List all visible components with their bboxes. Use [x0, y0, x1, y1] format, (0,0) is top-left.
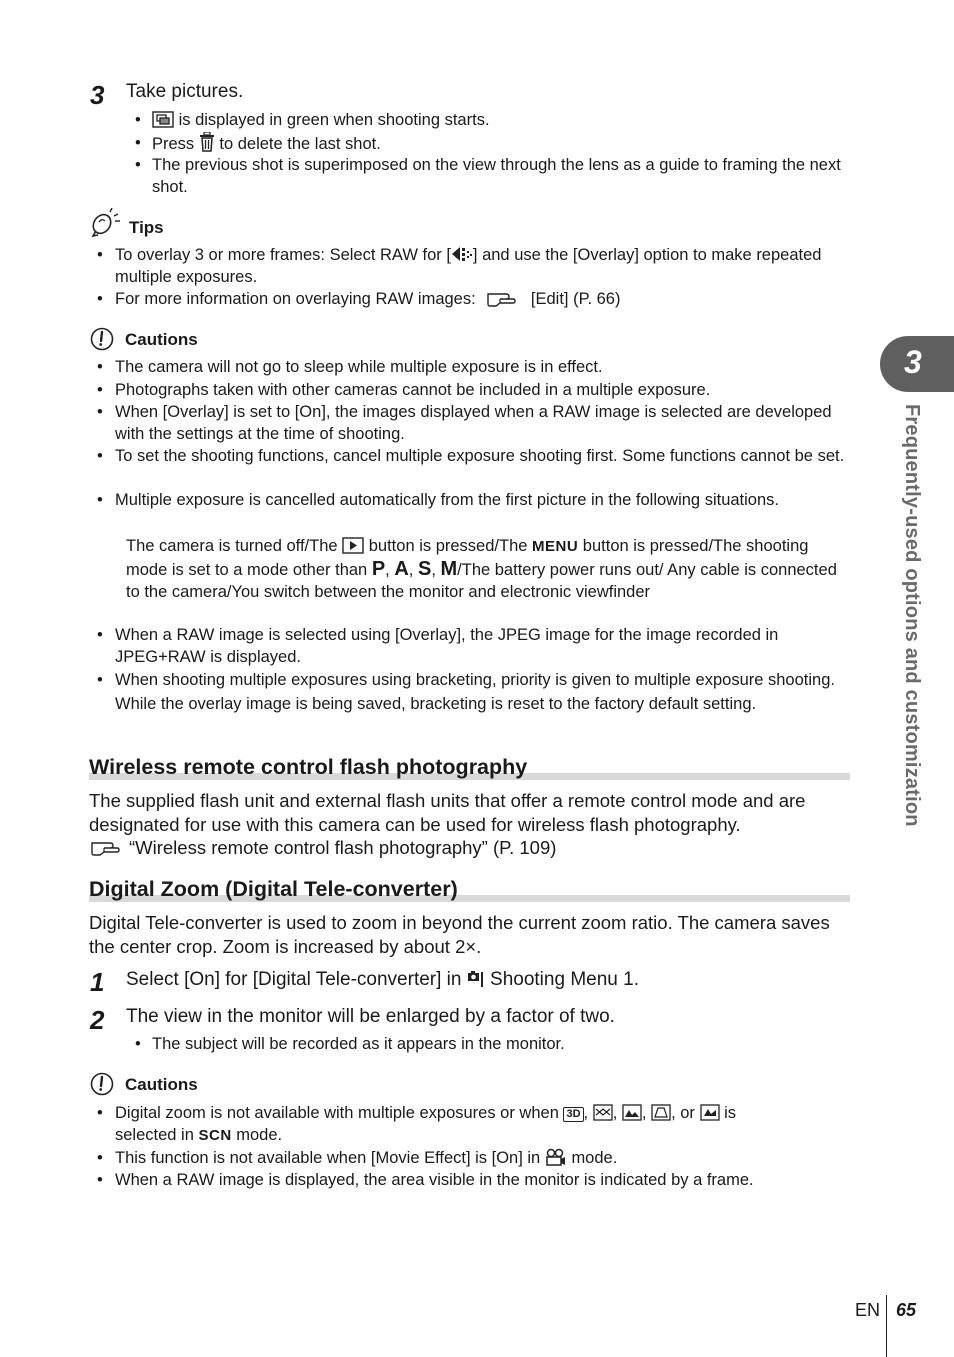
chapter-tab: 3	[880, 336, 954, 392]
overlay-icon	[152, 111, 174, 128]
cautions-heading: Cautions	[125, 1075, 198, 1094]
caution-icon	[90, 1072, 114, 1096]
language-label: EN	[855, 1300, 881, 1320]
list-item: • Digital zoom is not available with multiple exposures or when 3D , , , , or is selected in SCN mode.	[97, 1104, 737, 1144]
list-item: • When a RAW image is selected using [Overlay], the JPEG image for the image recorded in JPEG+RAW is displayed.	[97, 626, 779, 666]
section-heading-digital-zoom: Digital Zoom (Digital Tele-converter)	[89, 877, 850, 902]
playback-button-icon	[342, 537, 364, 554]
chapter-title: Frequently-used options and customization	[901, 404, 923, 827]
step-number: 1	[90, 967, 105, 997]
step-number: 2	[90, 1005, 105, 1035]
tips-icon	[90, 208, 122, 238]
list-item: • For more information on overlaying RAW images: [Edit] (P. 66)	[97, 290, 621, 308]
list-item: • To overlay 3 or more frames: Select RAW for [ ] and use the [Overlay] option to make repeated multiple exposures.	[97, 246, 822, 286]
list-item: • The subject will be recorded as it appears in the monitor.	[135, 1035, 565, 1053]
panorama-icon	[593, 1104, 613, 1121]
step-text: Select [On] for [Digital Tele-converter] in Shooting Menu 1.	[126, 969, 639, 990]
mode-a-icon: A	[394, 558, 409, 580]
reference-hand-icon	[89, 838, 125, 856]
mode-m-icon: M	[440, 558, 458, 580]
list-item: • Photographs taken with other cameras cannot be included in a multiple exposure.	[97, 381, 711, 399]
step-text: The view in the monitor will be enlarged by a factor of two.	[126, 1006, 615, 1027]
list-item: • To set the shooting functions, cancel multiple exposure shooting first. Some functions cannot be set.	[97, 447, 845, 465]
zoom-body: Digital Tele-converter is used to zoom in beyond the current zoom ratio. The camera saves the center crop. Zoom is increased by about 2×.	[89, 912, 830, 957]
list-item: • This function is not available when [Movie Effect] is [On] in mode.	[97, 1149, 618, 1167]
multi-exposure-scene-icon	[622, 1104, 642, 1121]
3d-photo-icon: 3D	[563, 1107, 583, 1122]
image-quality-icon	[451, 246, 473, 262]
list-item: • The previous shot is superimposed on the view through the lens as a guide to framing the next shot.	[135, 156, 841, 196]
list-item: • Multiple exposure is cancelled automatically from the first picture in the following situations.	[97, 491, 779, 509]
wireless-body: The supplied flash unit and external flash units that offer a remote control mode and are designated for use with this camera can be used for wireless flash photography. “Wireless remote control flash photography” (P. 109)	[89, 790, 806, 858]
cancel-situations: The camera is turned off/The button is pressed/The MENU button is pressed/The shooting mode is set to a mode other than P, A, S, M/The battery power runs out/ Any cable is connected to the camera/You switch between the monitor and electronic viewfinder	[126, 537, 837, 601]
reference-hand-icon	[486, 289, 520, 307]
mode-p-icon: P	[371, 558, 386, 580]
list-item: • Press to delete the last shot.	[135, 134, 381, 153]
caution-icon	[90, 327, 114, 351]
step-title: Take pictures.	[126, 81, 244, 102]
menu-button-label: MENU	[532, 538, 579, 555]
keystone-icon	[651, 1104, 671, 1121]
section-heading-wireless: Wireless remote control flash photography	[89, 755, 850, 780]
list-item: • When [Overlay] is set to [On], the images displayed when a RAW image is selected are developed with the settings at the time of shooting.	[97, 403, 832, 443]
trash-icon	[199, 132, 215, 152]
scn-mode-label: SCN	[198, 1127, 232, 1144]
page-number: 65	[896, 1300, 917, 1320]
camera-menu-icon	[467, 968, 485, 988]
movie-mode-icon	[545, 1148, 567, 1166]
mirror-scene-icon	[700, 1104, 720, 1121]
mode-s-icon: S	[417, 558, 432, 580]
list-item: • When a RAW image is displayed, the area visible in the monitor is indicated by a frame.	[97, 1171, 754, 1189]
cautions-heading: Cautions	[125, 330, 198, 349]
footer-divider	[886, 1295, 887, 1357]
list-item: • When shooting multiple exposures using bracketing, priority is given to multiple exposure shooting. While the overlay image is being saved, bracketing is reset to the factory default setting.	[97, 671, 835, 713]
list-item: • is displayed in green when shooting starts.	[135, 111, 490, 129]
step-number: 3	[90, 80, 105, 110]
tips-heading: Tips	[129, 218, 164, 237]
list-item: • The camera will not go to sleep while multiple exposure is in effect.	[97, 358, 603, 376]
